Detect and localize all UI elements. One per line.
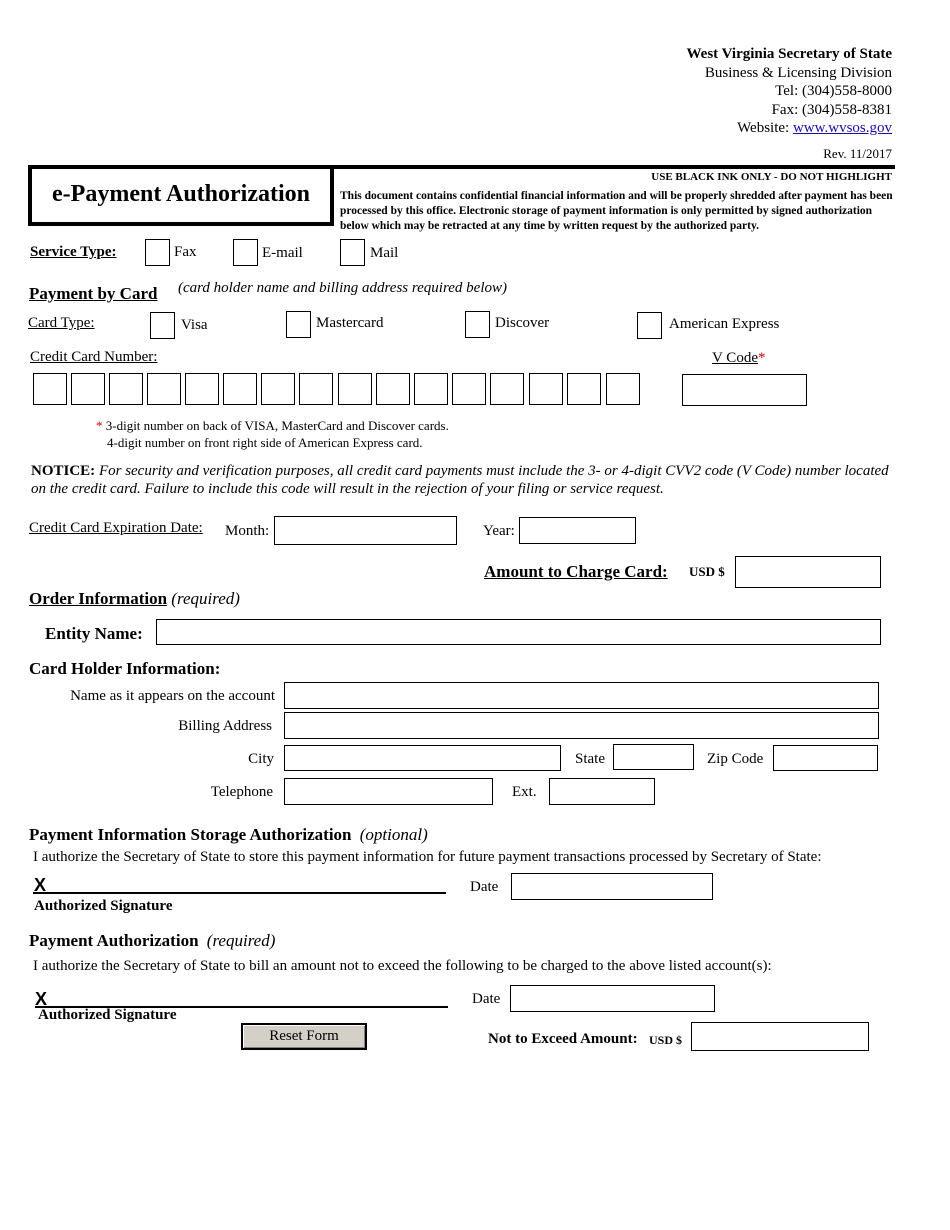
cc-digit-13[interactable] — [490, 373, 524, 405]
website-link[interactable]: www.wvsos.gov — [792, 120, 892, 136]
cc-digit-7[interactable] — [261, 373, 295, 405]
cc-digit-12[interactable] — [452, 373, 486, 405]
cc-digit-14[interactable] — [529, 373, 563, 405]
order-info-required: (required) — [171, 589, 240, 608]
payment-auth-heading-row — [29, 931, 275, 951]
payment-auth-text: I authorize the Secretary of State to bill an amount not to exceed the following to be charged to the above listed account(s): — [33, 958, 772, 974]
cc-digit-1[interactable] — [33, 373, 67, 405]
cc-digit-9[interactable] — [338, 373, 372, 405]
service-mail-checkbox[interactable] — [340, 239, 365, 266]
amount-currency: USD $ — [689, 564, 725, 579]
state-input[interactable] — [613, 744, 694, 770]
service-email-checkbox[interactable] — [233, 239, 258, 266]
revision-date: Rev. 11/2017 — [823, 146, 892, 161]
ext-label: Ext. — [512, 784, 537, 800]
holder-name-label: Name as it appears on the account — [70, 688, 275, 704]
cc-digit-10[interactable] — [376, 373, 410, 405]
card-type-label: Card Type: — [28, 315, 95, 331]
payment-auth-required: (required) — [206, 931, 276, 950]
order-info-heading: Order Information — [29, 589, 168, 608]
payment-date-label: Date — [472, 991, 501, 1007]
cc-digit-4[interactable] — [147, 373, 181, 405]
card-mastercard-label: Mastercard — [316, 315, 384, 331]
entity-name-label: Entity Name: — [45, 624, 143, 643]
payment-date-input[interactable] — [510, 985, 715, 1012]
storage-sign-x: X — [34, 875, 47, 895]
card-visa-checkbox[interactable] — [150, 312, 175, 339]
service-type-label: Service Type: — [30, 244, 117, 260]
not-exceed-input[interactable] — [691, 1022, 869, 1051]
ink-notice: USE BLACK INK ONLY - DO NOT HIGHLIGHT — [651, 171, 892, 183]
entity-name-input[interactable] — [156, 619, 881, 645]
cc-digit-6[interactable] — [223, 373, 257, 405]
year-label: Year: — [483, 523, 515, 539]
notice-paragraph — [31, 462, 891, 498]
card-mastercard-checkbox[interactable] — [286, 311, 311, 338]
storage-auth-optional: (optional) — [359, 825, 428, 844]
payment-sign-x: X — [35, 989, 48, 1009]
service-fax-checkbox[interactable] — [145, 239, 170, 266]
vcode-notes — [96, 417, 449, 451]
cc-digit-16[interactable] — [606, 373, 640, 405]
notice-text: For security and verification purposes, all credit card payments must include the 3- or 4-digit CVV2 code (V Code) number located on the credit card. Failure to include this code will result in the rejection of your filing or service request. — [31, 463, 889, 497]
agency-fax: Fax: (304)558-8381 — [771, 101, 892, 118]
storage-date-input[interactable] — [511, 873, 713, 900]
vcode-note-1: * 3-digit number on back of VISA, MasterCard and Discover cards. — [96, 418, 449, 433]
state-label: State — [575, 751, 605, 767]
billing-address-label: Billing Address — [178, 718, 272, 734]
payment-auth-heading: Payment Authorization — [29, 931, 199, 950]
agency-division: Business & Licensing Division — [704, 64, 892, 81]
card-discover-checkbox[interactable] — [465, 311, 490, 338]
amount-input[interactable] — [735, 556, 881, 588]
page-title: e-Payment Authorization — [52, 181, 310, 207]
storage-auth-heading: Payment Information Storage Authorization — [29, 825, 352, 844]
storage-signature-label: Authorized Signature — [34, 898, 173, 914]
cc-digit-3[interactable] — [109, 373, 143, 405]
holder-name-input[interactable] — [284, 682, 879, 709]
storage-auth-heading-row — [29, 825, 428, 845]
card-amex-checkbox[interactable] — [637, 312, 662, 339]
city-label: City — [248, 751, 274, 767]
expiration-label: Credit Card Expiration Date: — [29, 520, 203, 536]
card-discover-label: Discover — [495, 315, 550, 331]
vcode-input[interactable] — [682, 374, 807, 406]
cc-digit-11[interactable] — [414, 373, 448, 405]
vcode-asterisk: * — [757, 350, 766, 366]
notice-label: NOTICE: — [31, 463, 96, 479]
agency-website-row — [686, 119, 892, 138]
storage-auth-text: I authorize the Secretary of State to store this payment information for future payment transactions processed by Secretary of State: — [33, 849, 822, 865]
card-visa-label: Visa — [181, 317, 208, 333]
confidential-notice: This document contains confidential financial information and will be properly shredded after payment has been processed by this office. Electronic storage of payment information is only permitted by signed authorization below which may be retracted at any time by written request by the authorized party. — [340, 190, 893, 232]
service-mail-label: Mail — [370, 245, 399, 261]
service-email-label: E-mail — [262, 245, 303, 261]
cc-digit-15[interactable] — [567, 373, 601, 405]
telephone-input[interactable] — [284, 778, 493, 805]
amount-label: Amount to Charge Card: — [484, 562, 668, 581]
telephone-label: Telephone — [210, 784, 273, 800]
city-input[interactable] — [284, 745, 561, 771]
ext-input[interactable] — [549, 778, 655, 805]
zip-label: Zip Code — [707, 751, 764, 767]
card-holder-heading: Card Holder Information: — [29, 659, 221, 678]
website-label: Website: — [737, 120, 793, 136]
not-exceed-currency: USD $ — [649, 1033, 683, 1047]
vcode-note-2: 4-digit number on front right side of American Express card. — [107, 435, 423, 450]
agency-name: West Virginia Secretary of State — [686, 46, 892, 62]
cc-digit-2[interactable] — [71, 373, 105, 405]
not-exceed-label: Not to Exceed Amount: — [488, 1031, 638, 1047]
exp-year-input[interactable] — [519, 517, 636, 544]
vcode-label-row — [712, 350, 765, 367]
vcode-note-asterisk: * — [96, 418, 103, 433]
payment-by-card-note: (card holder name and billing address required below) — [178, 280, 507, 296]
vcode-label: V Code — [712, 350, 758, 366]
card-amex-label: American Express — [669, 316, 780, 332]
title-box — [28, 165, 334, 226]
exp-month-input[interactable] — [274, 516, 457, 545]
payment-by-card-heading: Payment by Card — [29, 284, 158, 303]
month-label: Month: — [225, 523, 270, 539]
storage-signature-line[interactable] — [33, 892, 446, 894]
cc-number-label: Credit Card Number: — [30, 349, 158, 365]
storage-date-label: Date — [470, 879, 499, 895]
reset-form-button[interactable]: Reset Form — [241, 1023, 367, 1050]
agency-tel: Tel: (304)558-8000 — [775, 83, 892, 99]
order-info-heading-row — [29, 589, 240, 609]
cc-digit-5[interactable] — [185, 373, 219, 405]
zip-input[interactable] — [773, 745, 878, 771]
agency-header — [686, 45, 892, 138]
payment-signature-label: Authorized Signature — [38, 1007, 177, 1023]
billing-address-input[interactable] — [284, 712, 879, 739]
cc-digit-8[interactable] — [299, 373, 333, 405]
service-fax-label: Fax — [174, 244, 197, 260]
